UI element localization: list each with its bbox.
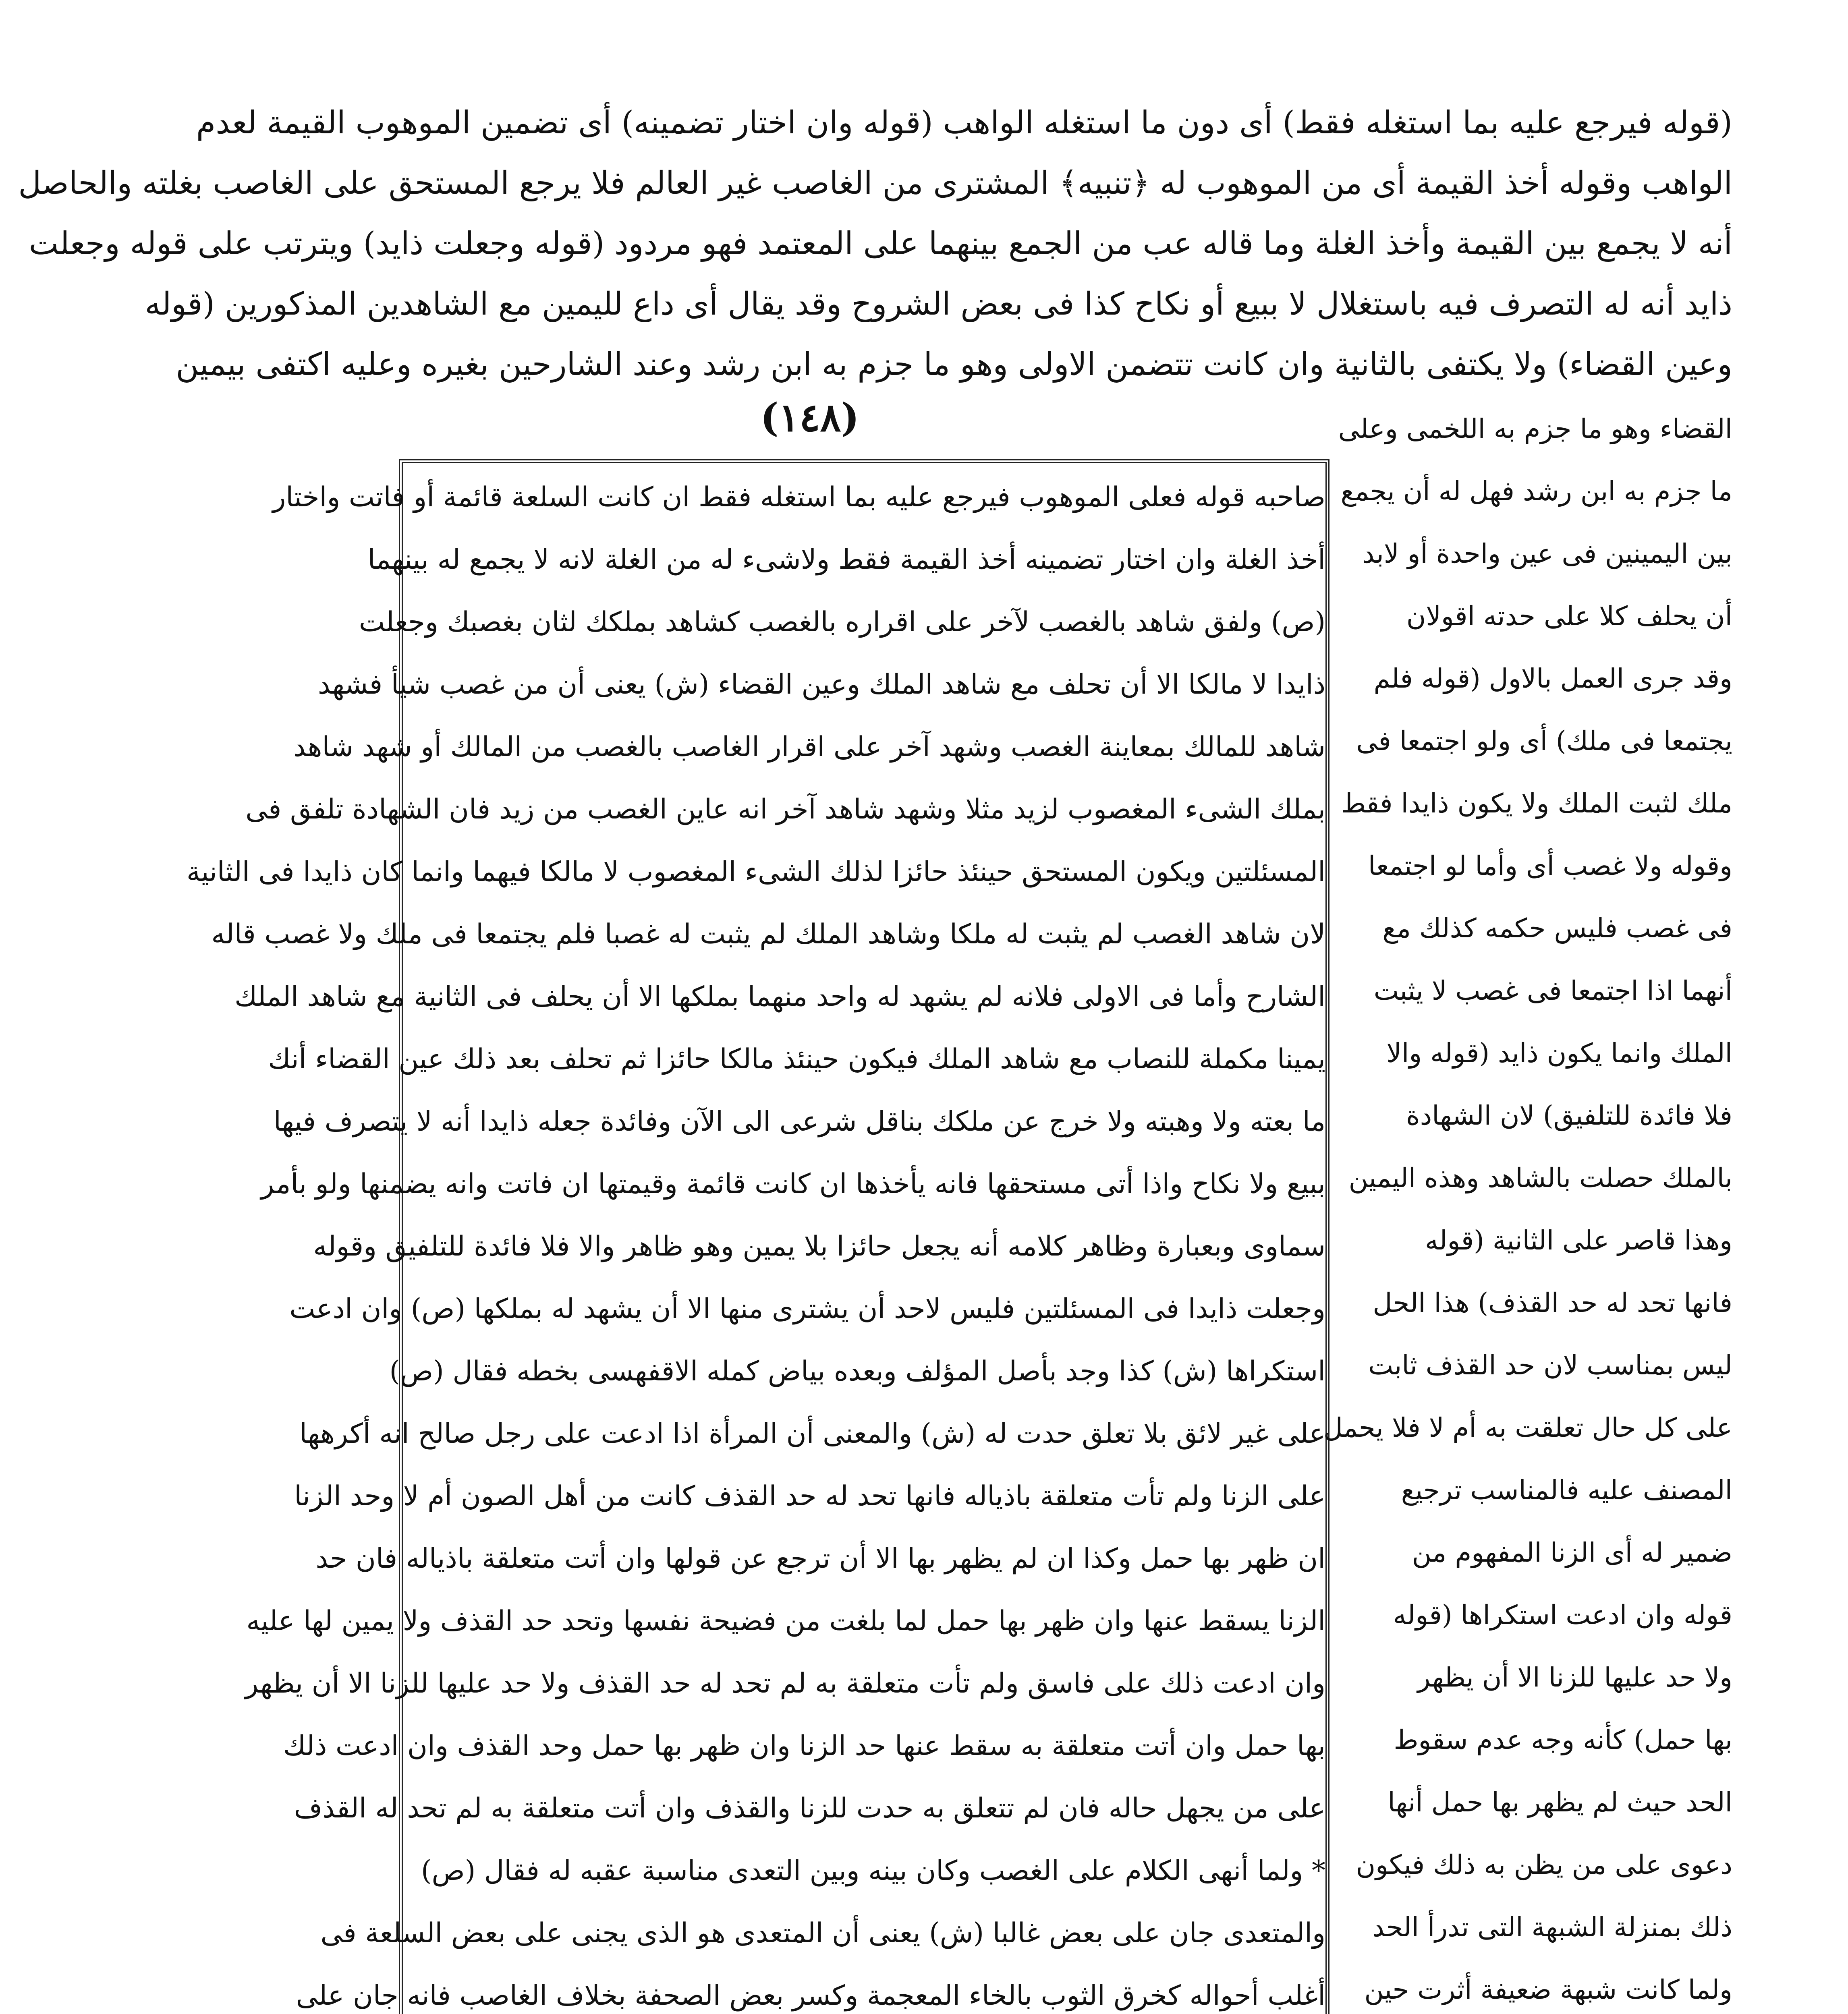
side-line: بها حمل) كأنه وجه عدم سقوط — [1394, 1724, 1732, 1755]
side-line: القضاء وهو ما جزم به اللخمى وعلى — [1338, 413, 1732, 444]
side-line: بالملك حصلت بالشاهد وهذه اليمين — [1348, 1162, 1732, 1193]
side-line: فلا فائدة للتلفيق) لان الشهادة — [1406, 1100, 1732, 1131]
top-line: وعين القضاء) ولا يكتفى بالثانية وان كانت تتضمن الاولى وهو ما جزم به ابن رشد وعند الشارحين بغيره وعليه اكتفى بيمين — [176, 346, 1732, 383]
main-line: على الزنا ولم تأت متعلقة باذياله فانها تحد له حد القذف كانت من أهل الصون أم لا وحد الزنا — [294, 1480, 1325, 1512]
side-line: دعوى على من يظن به ذلك فيكون — [1356, 1849, 1732, 1880]
side-line: الملك وانما يكون ذايد (قوله والا — [1386, 1038, 1732, 1069]
side-line: ضمير له أى الزنا المفهوم من — [1412, 1537, 1732, 1568]
side-line: وقوله ولا غصب أى وأما لو اجتمعا — [1368, 850, 1732, 881]
top-line: الواهب وقوله أخذ القيمة أى من الموهوب له ﴿تنبيه﴾ المشترى من الغاصب غير العالم فلا يرجع المستحق على الغاصب بغلته والحاصل — [18, 165, 1732, 201]
main-line: ان ظهر بها حمل وكذا ان لم يظهر بها الا أن ترجع عن قولها وان أتت متعلقة باذياله فان حد — [315, 1543, 1325, 1575]
side-line: أن يحلف كلا على حدته اقولان — [1406, 601, 1732, 632]
side-line: فانها تحد له حد القذف) هذا الحل — [1373, 1287, 1732, 1318]
main-line: بملك الشىء المغصوب لزيد مثلا وشهد شاهد آخر انه عاين الغصب من زيد فان الشهادة تلفق فى — [245, 794, 1325, 825]
main-line: وجعلت ذايدا فى المسئلتين فليس لاحد أن يشترى منها الا أن يشهد له بملكها (ص) وان ادعت — [289, 1293, 1325, 1325]
main-line: ذايدا لا مالكا الا أن تحلف مع شاهد الملك وعين القضاء (ش) يعنى أن من غصب شيأ فشهد — [318, 669, 1325, 700]
main-line: أخذ الغلة وان اختار تضمينه أخذ القيمة فقط ولاشىء له من الغلة لانه لا يجمع له بينهما — [367, 544, 1325, 576]
main-line: صاحبه قوله فعلى الموهوب فيرجع عليه بما استغله فقط ان كانت السلعة قائمة أو فاتت واختار — [272, 481, 1325, 513]
top-line: (قوله فيرجع عليه بما استغله فقط) أى دون ما استغله الواهب (قوله وان اختار تضمينه) أى تضمين الموهوب القيمة لعدم — [196, 105, 1732, 141]
main-line: ما بعته ولا وهبته ولا خرج عن ملكك بناقل شرعى الى الآن وفائدة جعله ذايدا أنه لا يتصرف فيها — [273, 1106, 1325, 1138]
side-line: وهذا قاصر على الثانية (قوله — [1425, 1225, 1732, 1256]
main-line: بها حمل وان أتت متعلقة به سقط عنها حد الزنا وان ظهر بها حمل وحد القذف وان ادعت ذلك — [283, 1730, 1325, 1762]
side-line: ولما كانت شبهة ضعيفة أثرت حين — [1364, 1974, 1732, 2005]
main-line: على غير لائق بلا تعلق حدت له (ش) والمعنى أن المرأة اذا ادعت على رجل صالح انه أكرهها — [299, 1418, 1325, 1450]
side-line: فى غصب فليس حكمه كذلك مع — [1382, 913, 1732, 944]
main-line: وان ادعت ذلك على فاسق ولم تأت متعلقة به لم تحد له حد القذف ولا حد عليها للزنا الا أن يظهر — [245, 1668, 1325, 1699]
main-line: والمتعدى جان على بعض غالبا (ش) يعنى أن المتعدى هو الذى يجنى على بعض السلعة فى — [320, 1917, 1325, 1949]
side-line: ولا حد عليها للزنا الا أن يظهر — [1417, 1662, 1732, 1693]
side-line: ذلك بمنزلة الشبهة التى تدرأ الحد — [1372, 1912, 1732, 1943]
side-line: ملك لثبت الملك ولا يكون ذايدا فقط — [1341, 788, 1732, 819]
page-number: (١٤٨) — [760, 395, 859, 440]
side-line: ما جزم به ابن رشد فهل له أن يجمع — [1340, 476, 1732, 507]
main-line: الشارح وأما فى الاولى فلانه لم يشهد له واحد منهما بملكها الا أن يحلف فى الثانية مع شاهد الملك — [234, 981, 1325, 1013]
side-line: وقد جرى العمل بالاول (قوله فلم — [1373, 663, 1732, 694]
side-line: يجتمعا فى ملك) أى ولو اجتمعا فى — [1356, 725, 1732, 756]
main-line: أغلب أحواله كخرق الثوب بالخاء المعجمة وكسر بعض الصحفة بخلاف الغاصب فانه جان على — [296, 1980, 1325, 2012]
main-line: (ص) ولفق شاهد بالغصب لآخر على اقراره بالغصب كشاهد بملكك لثان بغصبك وجعلت — [359, 606, 1325, 638]
main-line: على من يجهل حاله فان لم تتعلق به حدت للزنا والقذف وان أتت متعلقة به لم تحد له القذف — [294, 1792, 1325, 1824]
side-line: المصنف عليه فالمناسب ترجيع — [1401, 1475, 1732, 1506]
top-line: ذايد أنه له التصرف فيه باستغلال لا ببيع أو نكاح كذا فى بعض الشروح وقد يقال أى داع لليمين مع الشاهدين المذكورين (قوله — [145, 286, 1732, 322]
side-line: أنهما اذا اجتمعا فى غصب لا يثبت — [1373, 975, 1732, 1006]
side-line: الحد حيث لم يظهر بها حمل أنها — [1388, 1787, 1732, 1818]
main-line: الزنا يسقط عنها وان ظهر بها حمل لما بلغت من فضيحة نفسها وتحد حد القذف ولا يمين لها عليه — [246, 1605, 1325, 1637]
main-line: شاهد للمالك بمعاينة الغصب وشهد آخر على اقرار الغاصب بالغصب من المالك أو شهد شاهد — [293, 731, 1325, 763]
main-line: المسئلتين ويكون المستحق حينئذ حائزا لذلك الشىء المغصوب لا مالكا فيهما وانما كان ذايدا فى الثانية — [187, 856, 1325, 888]
main-line: ببيع ولا نكاح واذا أتى مستحقها فانه يأخذها ان كانت قائمة وقيمتها ان فاتت وانه يضمنها ولو بأمر — [261, 1168, 1325, 1200]
main-line: لان شاهد الغصب لم يثبت له ملكا وشاهد الملك لم يثبت له غصبا فلم يجتمعا فى ملك ولا غصب قاله — [211, 918, 1325, 950]
main-line: * ولما أنهى الكلام على الغصب وكان بينه وبين التعدى مناسبة عقبه له فقال (ص) — [421, 1855, 1325, 1887]
side-line: قوله وان ادعت استكراها (قوله — [1393, 1600, 1732, 1631]
side-line: ليس بمناسب لان حد القذف ثابت — [1368, 1350, 1732, 1381]
side-line: على كل حال تعلقت به أم لا فلا يحمل — [1323, 1412, 1732, 1443]
main-line: استكراها (ش) كذا وجد بأصل المؤلف وبعده بياض كمله الاقفهسى بخطه فقال (ص) — [389, 1355, 1325, 1387]
main-line: يمينا مكملة للنصاب مع شاهد الملك فيكون حينئذ مالكا حائزا ثم تحلف بعد ذلك عين القضاء أنك — [268, 1043, 1325, 1075]
main-line: سماوى وبعبارة وظاهر كلامه أنه يجعل حائزا بلا يمين وهو ظاهر والا فلا فائدة للتلفيق وقوله — [313, 1231, 1325, 1262]
top-line: أنه لا يجمع بين القيمة وأخذ الغلة وما قاله عب من الجمع بينهما على المعتمد فهو مردود (قوله وجعلت ذايد) ويترتب على قوله وجعلت — [29, 226, 1732, 262]
side-line: بين اليمينين فى عين واحدة أو لابد — [1362, 538, 1732, 569]
